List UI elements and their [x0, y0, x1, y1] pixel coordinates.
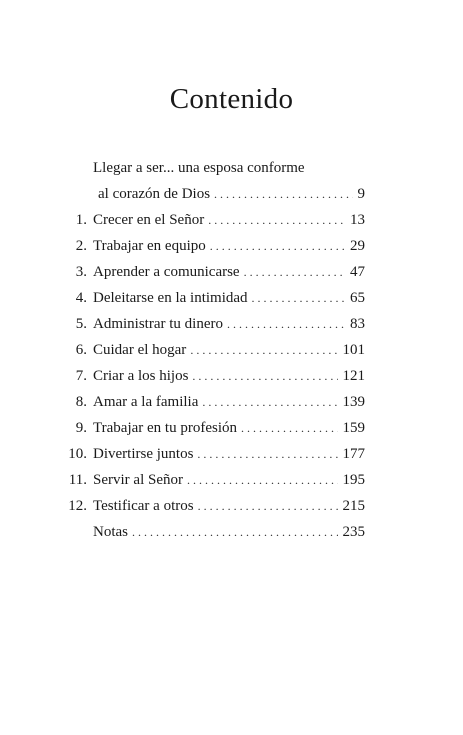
toc-entry-8	[0, 393, 463, 413]
toc-entry-7	[0, 367, 463, 387]
toc-entry-number: 3.	[75, 264, 87, 280]
dot-leader	[210, 237, 345, 255]
dot-leader	[214, 185, 352, 203]
toc-entry-intro	[0, 185, 463, 205]
toc-entry-page: 121	[342, 368, 365, 384]
toc-entry-line	[93, 471, 365, 489]
toc-entry-title: al corazón de Dios	[98, 186, 211, 202]
toc-entry-line	[93, 263, 365, 281]
toc-entry-page: 13	[350, 212, 365, 228]
toc-entry-title: Cuidar el hogar	[93, 342, 187, 358]
toc-entry-title: Amar a la familia	[93, 394, 199, 410]
toc-entry-line	[93, 341, 365, 359]
toc-entry-line	[93, 523, 365, 541]
toc-entry-line	[93, 497, 365, 515]
toc-entry-9	[0, 419, 463, 439]
toc-entry-page: 195	[342, 472, 365, 488]
toc-entry-2	[0, 237, 463, 257]
dot-leader	[197, 445, 337, 463]
toc-entry-number: 11.	[68, 472, 87, 488]
toc-entry-3	[0, 263, 463, 283]
toc-entry-number: 1.	[75, 212, 87, 228]
toc-entry-title: Trabajar en tu profesión	[93, 420, 237, 436]
dot-leader	[192, 367, 337, 385]
toc-entry-number: 8.	[75, 394, 87, 410]
toc-entry-title: Administrar tu dinero	[93, 316, 223, 332]
dot-leader	[241, 419, 338, 437]
toc-entry-11	[0, 471, 463, 491]
toc-entry-line	[93, 315, 365, 333]
toc-entry-title: Servir al Señor	[93, 472, 183, 488]
toc-entry-page: 83	[350, 316, 365, 332]
toc-entry-12	[0, 497, 463, 517]
dot-leader	[244, 263, 345, 281]
toc-entry-number: 12.	[68, 498, 87, 514]
toc-entry-number: 6.	[75, 342, 87, 358]
toc-entry-page: 235	[342, 524, 365, 540]
toc-entry-page: 29	[350, 238, 365, 254]
toc-entry-line	[93, 237, 365, 255]
dot-leader	[132, 523, 338, 541]
toc-entry-title: Deleitarse en la intimidad	[93, 290, 248, 306]
toc-entry-number: 2.	[75, 238, 87, 254]
toc-entry-notes	[0, 523, 463, 543]
toc-entry-title: Crecer en el Señor	[93, 212, 205, 228]
toc-entry-line	[93, 211, 365, 229]
toc-entry-6	[0, 341, 463, 361]
dot-leader	[190, 341, 337, 359]
toc-entry-5	[0, 315, 463, 335]
toc-entry-title: Notas	[93, 524, 128, 540]
dot-leader	[208, 211, 345, 229]
dot-leader	[187, 471, 338, 489]
toc-entry-number: 10.	[68, 446, 87, 462]
toc-entry-line	[93, 289, 365, 307]
toc-entry-line	[98, 185, 365, 203]
toc-entry-page: 9	[357, 186, 365, 202]
dot-leader	[202, 393, 337, 411]
toc-entry-number: 7.	[75, 368, 87, 384]
toc-entry-number: 4.	[75, 290, 87, 306]
toc-entry-4	[0, 289, 463, 309]
toc-entry-page: 101	[342, 342, 365, 358]
toc-entry-line	[93, 419, 365, 437]
toc-entry-page: 65	[350, 290, 365, 306]
page-title: Contenido	[169, 83, 294, 115]
toc-entry-title: Divertirse juntos	[93, 446, 194, 462]
toc-entry-line	[93, 393, 365, 411]
toc-entry-page: 215	[342, 498, 365, 514]
dot-leader	[227, 315, 345, 333]
toc-entry-page: 47	[350, 264, 365, 280]
toc-entry-number: 5.	[75, 316, 87, 332]
toc-entry-page: 177	[342, 446, 365, 462]
toc-entry-title: Testificar a otros	[93, 498, 194, 514]
intro-entry-line1: Llegar a ser... una esposa conforme	[93, 160, 305, 176]
toc-entry-line	[93, 445, 365, 463]
dot-leader	[252, 289, 345, 307]
toc-entry-10	[0, 445, 463, 465]
toc-entry-title: Criar a los hijos	[93, 368, 189, 384]
toc-entry-page: 159	[342, 420, 365, 436]
toc-entry-1	[0, 211, 463, 231]
toc-entry-page: 139	[342, 394, 365, 410]
toc-entry-number: 9.	[75, 420, 87, 436]
toc-entry-line	[93, 367, 365, 385]
dot-leader	[198, 497, 338, 515]
toc-entry-title: Trabajar en equipo	[93, 238, 206, 254]
toc-entry-title: Aprender a comunicarse	[93, 264, 240, 280]
